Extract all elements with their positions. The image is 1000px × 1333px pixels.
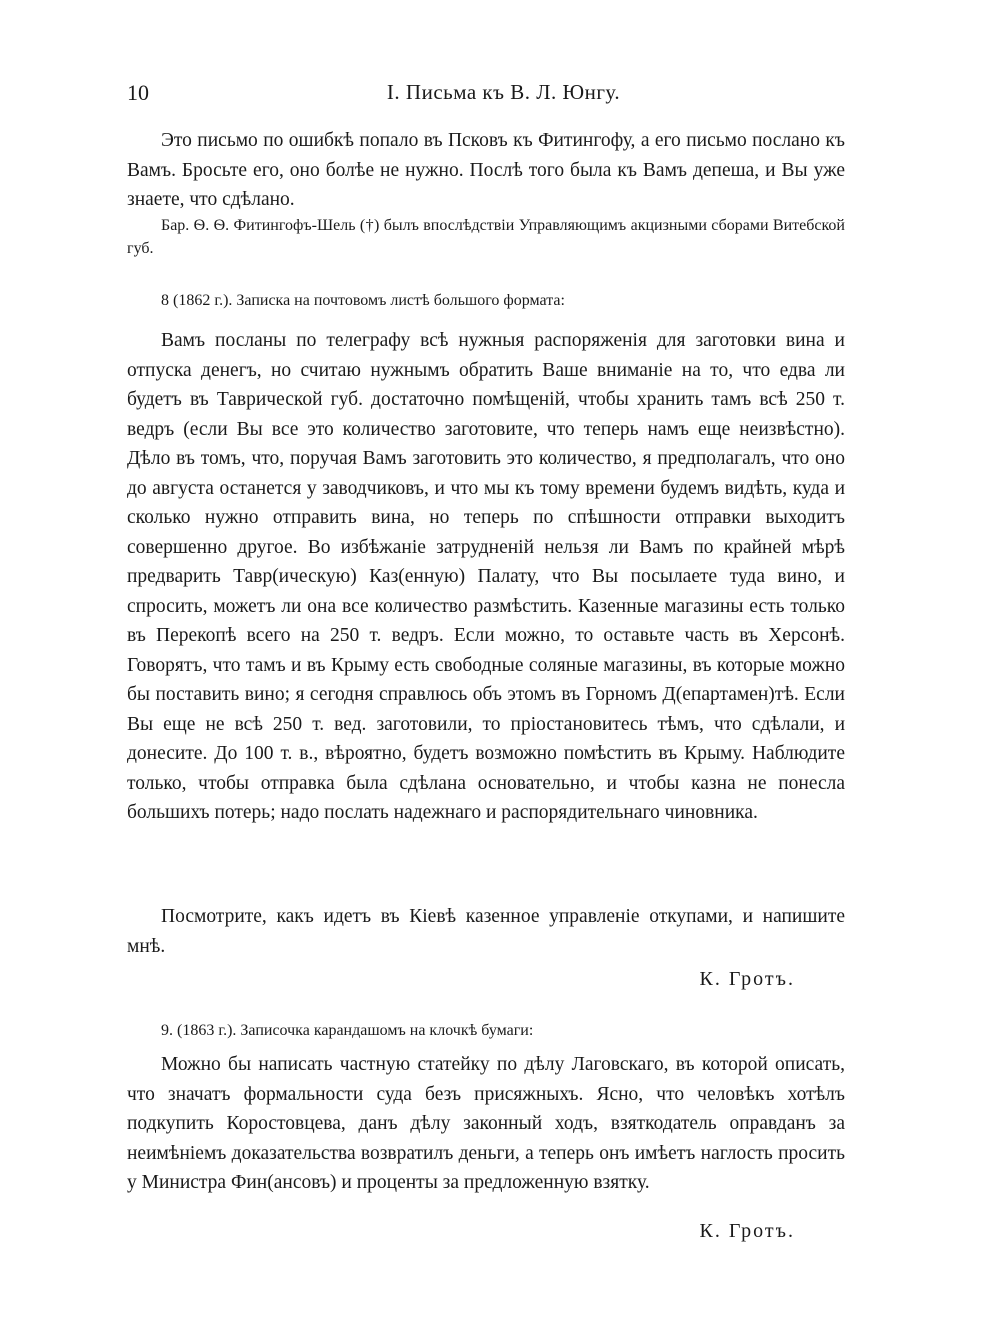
page-header — [127, 80, 850, 110]
footnote-section — [127, 214, 845, 260]
letter-9-signature-block — [127, 1220, 845, 1243]
letter-8-signature: К. Гротъ. — [699, 968, 795, 990]
letter-8-body — [127, 326, 845, 828]
letter-8-paragraph-1: Вамъ посланы по телеграфу всѣ нужныя распоряженія для заготовки вина и отпуска денегъ, но считаю нужнымъ обратить Ваше вниманіе на то, что едва ли будетъ въ Таврической губ. достаточно помѣщеній, чтобы хранить тамъ всѣ 250 т. ведръ (если Вы все это количество заготовите, что теперь намъ еще неизвѣстно). Дѣло въ томъ, что, поручая Вамъ заготовить это количество, я предполагалъ, что оно до августа останется у заводчиковъ, и что мы къ тому времени будемъ видѣть, куда и сколько нужно отправить вина, но теперь по спѣшности отправки выходитъ совершенно другое. Во избѣжаніе затрудненій нельзя ли Вамъ по крайней мѣрѣ предварить Тавр(ическую) Каз(енную) Палату, что Вы посылаете туда вино, и спросить, можетъ ли она все количество размѣстить. Казенные магазины есть только въ Перекопѣ всего на 250 т. ведръ. Если можно, то оставьте часть въ Херсонѣ. Говорятъ, что тамъ и въ Крыму есть свободные соляные магазины, въ которые можно бы поставить вино; я сегодня справлюсь объ этомъ въ Горномъ Д(епартамен)тѣ. Если Вы еще не всѣ 250 т. вед. заготовили, то пріостановитесь тѣмъ, что сдѣлали, и донесите. До 100 т. в., вѣроятно, будетъ возможно помѣстить въ Крыму. Наблюдите только, чтобы отправка была сдѣлана основательно, и чтобы казна не понесла большихъ потерь; надо послать надежнаго и распорядительнаго чиновника. — [127, 330, 845, 823]
letter-8-heading: 8 (1862 г.). Записка на почтовомъ листѣ большого формата: — [161, 292, 565, 309]
intro-paragraph: Это письмо по ошибкѣ попало въ Псковъ къ Фитингофу, а его письмо послано къ Вамъ. Бросьте его, оно болѣе не нужно. Послѣ того была къ Вамъ депеша, и Вы уже знаете, что сдѣлано. — [127, 130, 845, 210]
page-number: 10 — [127, 80, 149, 105]
letter-8-paragraph-2: Посмотрите, какъ идетъ въ Кіевѣ казенное управленіе откупами, и напишите мнѣ. — [127, 906, 845, 957]
letter-8-closing — [127, 902, 845, 961]
letter-8-heading-block — [127, 289, 845, 312]
letter-8-signature-block — [127, 968, 845, 991]
letter-9-signature: К. Гротъ. — [699, 1220, 795, 1242]
footnote: Бар. Ѳ. Ѳ. Фитингофъ-Шель (†) былъ впослѣдствіи Управляющимъ акцизными сборами Витебской губ. — [127, 217, 845, 257]
letter-9-body — [127, 1050, 845, 1198]
letter-9-heading: 9. (1863 г.). Записочка карандашомъ на клочкѣ бумаги: — [161, 1022, 534, 1039]
letter-9-paragraph: Можно бы написать частную статейку по дѣлу Лаговскаго, въ которой описать, что значатъ формальности суда безъ присяжныхъ. Ясно, что человѣкъ хотѣлъ подкупить Коростовцева, данъ дѣлу законный ходъ, взяткодатель оправданъ за неимѣніемъ доказательства возвратилъ деньги, а теперь онъ имѣетъ наглость просить у Министра Фин(ансовъ) и проценты за предложенную взятку. — [127, 1054, 845, 1193]
letter-9-heading-block — [127, 1019, 845, 1042]
running-title: I. Письма къ В. Л. Юнгу. — [386, 80, 621, 104]
intro-section — [127, 126, 845, 215]
